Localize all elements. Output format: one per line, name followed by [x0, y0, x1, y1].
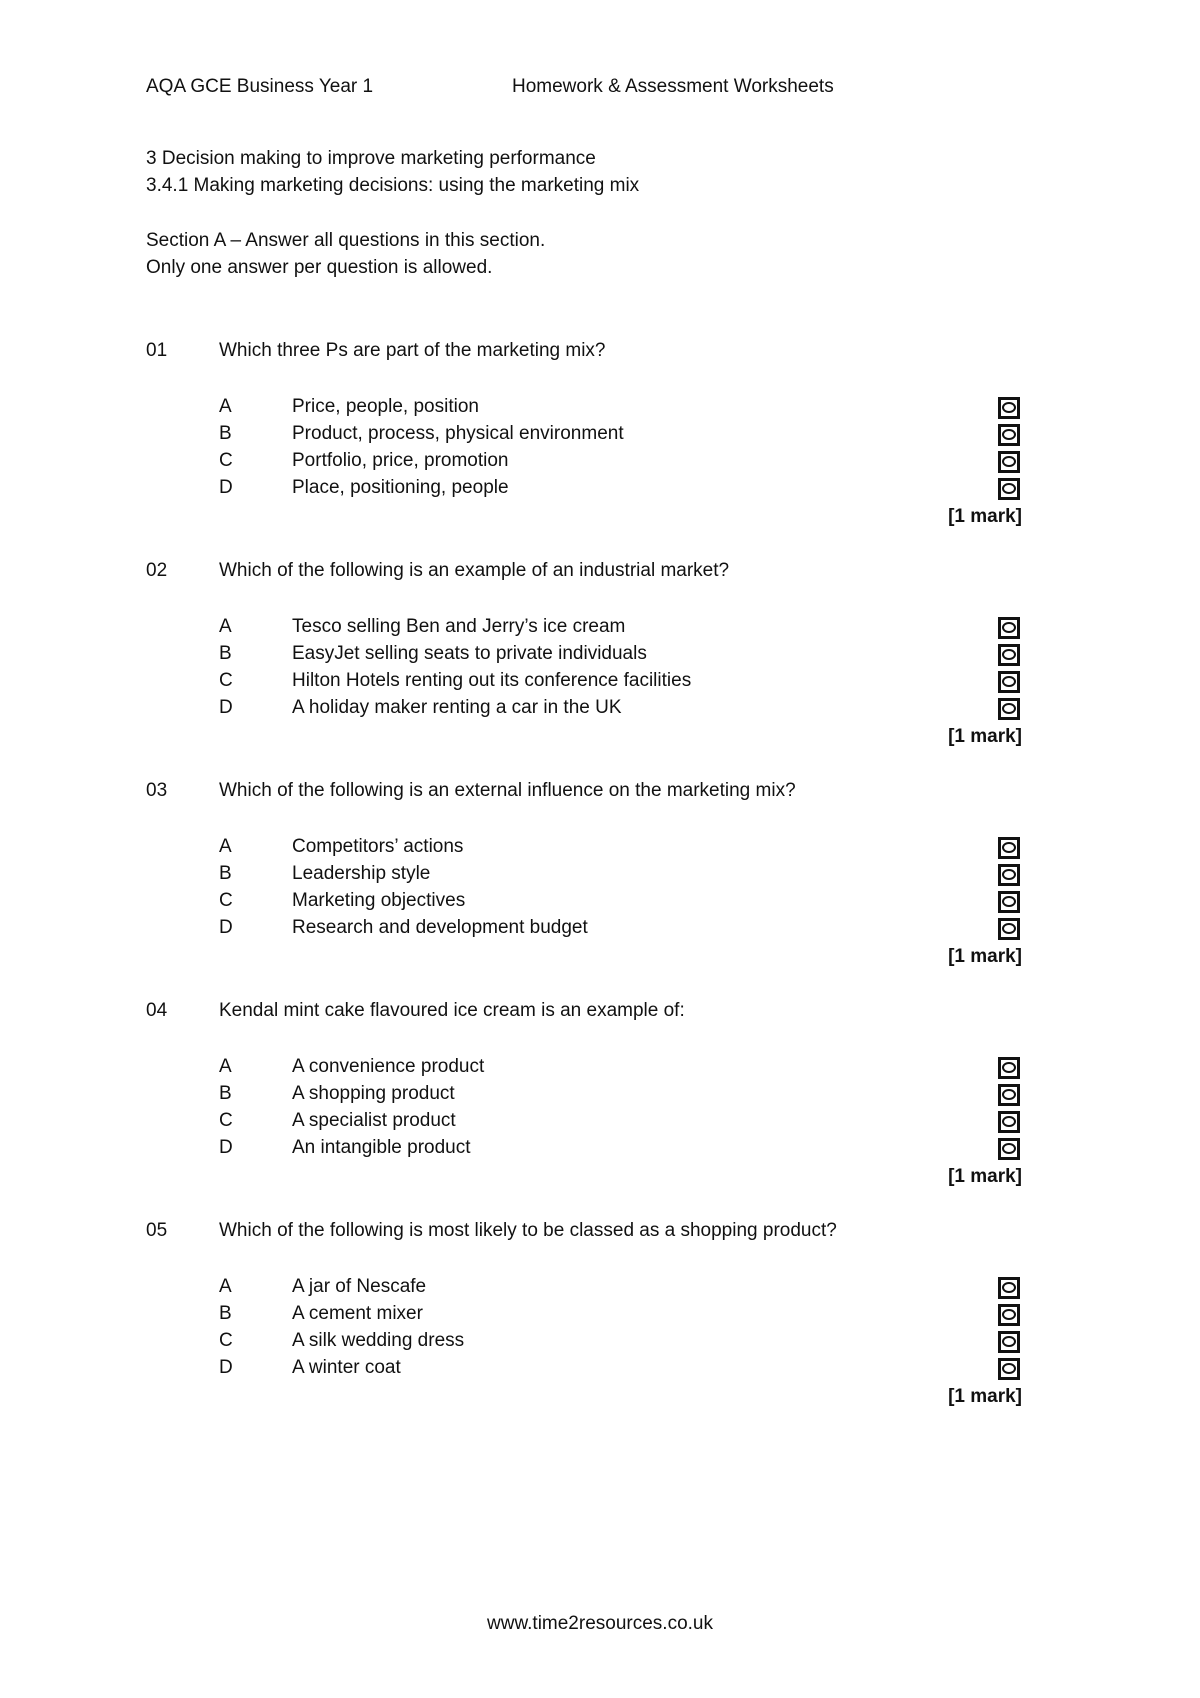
option-text: An intangible product — [292, 1137, 471, 1159]
answer-lozenge[interactable] — [998, 837, 1020, 859]
option-text: A winter coat — [292, 1357, 401, 1379]
option-text: Competitors’ actions — [292, 836, 464, 858]
option-letter: C — [219, 1330, 233, 1352]
answer-options — [146, 1054, 1026, 1162]
option-text: Research and development budget — [292, 917, 588, 939]
answer-options — [146, 1274, 1026, 1382]
option-letter: A — [219, 616, 232, 638]
answer-lozenge[interactable] — [998, 617, 1020, 639]
option-letter: B — [219, 1083, 232, 1105]
option-letter: B — [219, 863, 232, 885]
option-text: Leadership style — [292, 863, 431, 885]
question-number: 03 — [146, 780, 168, 801]
option-text: Price, people, position — [292, 396, 479, 418]
footer-url[interactable]: www.time2resources.co.uk — [487, 1613, 713, 1634]
option-letter: A — [219, 1056, 232, 1078]
option-text: A specialist product — [292, 1110, 456, 1132]
option-letter: C — [219, 450, 233, 472]
answer-lozenge[interactable] — [998, 864, 1020, 886]
answer-options — [146, 394, 1026, 502]
subtopic-heading: 3.4.1 Making marketing decisions: using the marketing mix — [146, 175, 640, 196]
question-04 — [146, 1000, 1026, 1193]
option-text: A holiday maker renting a car in the UK — [292, 697, 622, 719]
option-d — [146, 1355, 1026, 1382]
question-text: Kendal mint cake flavoured ice cream is an example of: — [219, 1000, 685, 1021]
option-b — [146, 1301, 1026, 1328]
option-d — [146, 695, 1026, 722]
answer-lozenge[interactable] — [998, 1057, 1020, 1079]
option-letter: D — [219, 1137, 233, 1159]
option-b — [146, 641, 1026, 668]
option-text: A convenience product — [292, 1056, 485, 1078]
option-letter: C — [219, 890, 233, 912]
answer-lozenge[interactable] — [998, 424, 1020, 446]
marks-label: [1 mark] — [948, 946, 1022, 967]
section-instruction: Section A – Answer all questions in this section. — [146, 230, 546, 251]
option-text: Hilton Hotels renting out its conference facilities — [292, 670, 692, 692]
header-course-title: AQA GCE Business Year 1 — [146, 76, 374, 97]
option-letter: B — [219, 423, 232, 445]
question-number: 04 — [146, 1000, 168, 1021]
option-text: A jar of Nescafe — [292, 1276, 427, 1298]
answer-rule: Only one answer per question is allowed. — [146, 257, 493, 278]
question-text: Which of the following is an external influence on the marketing mix? — [219, 780, 796, 801]
question-text: Which three Ps are part of the marketing mix? — [219, 340, 606, 361]
answer-lozenge[interactable] — [998, 918, 1020, 940]
option-text: Place, positioning, people — [292, 477, 509, 499]
question-02 — [146, 560, 1026, 753]
option-text: Portfolio, price, promotion — [292, 450, 509, 472]
answer-lozenge[interactable] — [998, 644, 1020, 666]
option-text: Marketing objectives — [292, 890, 466, 912]
option-letter: A — [219, 1276, 232, 1298]
answer-options — [146, 614, 1026, 722]
answer-lozenge[interactable] — [998, 1111, 1020, 1133]
marks-label: [1 mark] — [948, 1386, 1022, 1407]
option-d — [146, 475, 1026, 502]
answer-lozenge[interactable] — [998, 1304, 1020, 1326]
option-c — [146, 1328, 1026, 1355]
marks-label: [1 mark] — [948, 726, 1022, 747]
option-a — [146, 834, 1026, 861]
option-b — [146, 1081, 1026, 1108]
option-letter: A — [219, 836, 232, 858]
question-text: Which of the following is most likely to be classed as a shopping product? — [219, 1220, 837, 1241]
option-letter: D — [219, 917, 233, 939]
answer-lozenge[interactable] — [998, 451, 1020, 473]
option-letter: A — [219, 396, 232, 418]
option-a — [146, 1274, 1026, 1301]
answer-lozenge[interactable] — [998, 397, 1020, 419]
answer-lozenge[interactable] — [998, 1331, 1020, 1353]
option-letter: D — [219, 477, 233, 499]
option-text: A silk wedding dress — [292, 1330, 465, 1352]
answer-lozenge[interactable] — [998, 1358, 1020, 1380]
option-text: A cement mixer — [292, 1303, 423, 1325]
answer-lozenge[interactable] — [998, 1277, 1020, 1299]
question-text: Which of the following is an example of an industrial market? — [219, 560, 730, 581]
header-worksheet-title: Homework & Assessment Worksheets — [512, 76, 834, 97]
option-text: A shopping product — [292, 1083, 455, 1105]
option-a — [146, 614, 1026, 641]
option-c — [146, 1108, 1026, 1135]
answer-lozenge[interactable] — [998, 698, 1020, 720]
option-a — [146, 1054, 1026, 1081]
question-number: 01 — [146, 340, 168, 361]
question-03 — [146, 780, 1026, 973]
option-a — [146, 394, 1026, 421]
marks-label: [1 mark] — [948, 1166, 1022, 1187]
intro-block — [146, 148, 639, 284]
question-number: 02 — [146, 560, 168, 581]
question-number: 05 — [146, 1220, 168, 1241]
option-letter: C — [219, 670, 233, 692]
option-letter: B — [219, 643, 232, 665]
option-c — [146, 668, 1026, 695]
option-text: Tesco selling Ben and Jerry’s ice cream — [292, 616, 626, 638]
option-letter: C — [219, 1110, 233, 1132]
answer-lozenge[interactable] — [998, 891, 1020, 913]
option-text: Product, process, physical environment — [292, 423, 624, 445]
answer-options — [146, 834, 1026, 942]
question-05 — [146, 1220, 1026, 1413]
option-d — [146, 915, 1026, 942]
option-d — [146, 1135, 1026, 1162]
option-c — [146, 448, 1026, 475]
topic-heading: 3 Decision making to improve marketing performance — [146, 148, 596, 169]
question-01 — [146, 340, 1026, 533]
answer-lozenge[interactable] — [998, 1138, 1020, 1160]
answer-lozenge[interactable] — [998, 671, 1020, 693]
option-letter: B — [219, 1303, 232, 1325]
option-c — [146, 888, 1026, 915]
option-letter: D — [219, 1357, 233, 1379]
answer-lozenge[interactable] — [998, 478, 1020, 500]
marks-label: [1 mark] — [948, 506, 1022, 527]
answer-lozenge[interactable] — [998, 1084, 1020, 1106]
option-b — [146, 421, 1026, 448]
option-text: EasyJet selling seats to private individuals — [292, 643, 647, 665]
option-letter: D — [219, 697, 233, 719]
option-b — [146, 861, 1026, 888]
